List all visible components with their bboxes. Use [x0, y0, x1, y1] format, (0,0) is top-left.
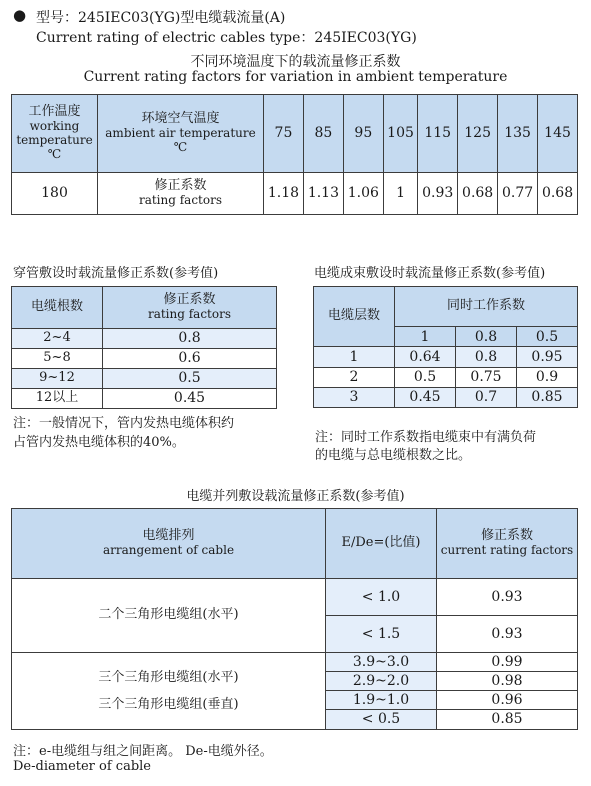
- work-temp-header-unit: ℃: [47, 146, 62, 161]
- parallel-table: [11, 508, 578, 730]
- cable-count-cell: 9~12: [12, 369, 103, 389]
- conduit-factor-cell: 0.6: [103, 349, 277, 369]
- bundle-note-line1: 注：同时工作系数指电缆束中有满负荷: [315, 430, 537, 445]
- conduit-factor-cell: 0.8: [103, 329, 277, 349]
- model-line: 型号：245IEC03(YG)型电缆载流量(A): [36, 10, 286, 26]
- cable-count-header: 电缆根数: [12, 287, 103, 329]
- arrangement-group-2-horizontal: 三个三角形电缆组(水平): [98, 669, 239, 685]
- parallel-factor-cell: 0.93: [437, 579, 578, 616]
- conduit-factor-header: [103, 287, 277, 329]
- arrangement-header-en: arrangement of cable: [102, 543, 235, 558]
- factor-cell: 1.06: [343, 173, 383, 215]
- conduit-factor-cell: 0.45: [103, 389, 277, 409]
- bundle-value-cell: 0.7: [456, 387, 517, 407]
- simultaneous-factor-header: 同时工作系数: [395, 287, 578, 327]
- bundle-value-cell: 0.64: [395, 347, 456, 367]
- cable-count-cell: 5~8: [12, 349, 103, 369]
- layer-cell: 1: [314, 347, 395, 367]
- ambient-air-header-cn: 环境空气温度: [141, 111, 220, 127]
- bundle-table: [313, 286, 578, 408]
- arrangement-group-1: 二个三角形电缆组(水平): [12, 579, 326, 653]
- ratio-cell: < 1.5: [326, 616, 437, 653]
- factor-cell: 1.13: [303, 173, 343, 215]
- ambient-table: [11, 94, 578, 215]
- temp-cell: 105: [383, 95, 417, 173]
- temp-cell: 135: [498, 95, 538, 173]
- factor-cell: 0.68: [538, 173, 578, 215]
- temp-cell: 125: [458, 95, 498, 173]
- ambient-air-header-en: ambient air temperature: [105, 126, 256, 141]
- rating-factor-label-en: rating factors: [138, 193, 223, 208]
- work-temp-header-cn: 工作温度: [28, 104, 81, 120]
- layer-cell: 2: [314, 367, 395, 387]
- temp-cell: 115: [418, 95, 458, 173]
- bundle-value-cell: 0.5: [395, 367, 456, 387]
- parallel-title: 电缆并列敷设载流量修正系数(参考值): [186, 489, 405, 504]
- conduit-title: 穿管敷设时载流量修正系数(参考值): [13, 266, 219, 281]
- ratio-cell: < 1.0: [326, 579, 437, 616]
- parallel-factor-cell: 0.98: [437, 672, 578, 691]
- bundle-value-cell: 0.9: [517, 367, 578, 387]
- factor-cell: 1.18: [264, 173, 304, 215]
- simultaneous-sub-header: 0.8: [456, 327, 517, 347]
- rating-factor-label: [98, 173, 264, 215]
- rating-header: [437, 509, 578, 579]
- bundle-value-cell: 0.75: [456, 367, 517, 387]
- ratio-cell: < 0.5: [326, 710, 437, 730]
- bundle-value-cell: 0.45: [395, 387, 456, 407]
- arrangement-header: [12, 509, 326, 579]
- ratio-cell: 2.9~2.0: [326, 672, 437, 691]
- rating-factor-label-cn: 修正系数: [154, 178, 207, 194]
- footer-note-cn: 注：e-电缆组与组之间距离。 De-电缆外径。: [13, 744, 273, 759]
- arrangement-group-2: [12, 653, 326, 730]
- work-temp-header-en2: temperature: [16, 133, 93, 148]
- ratio-header: E/De=(比值): [326, 509, 437, 579]
- ambient-air-header: [98, 95, 264, 173]
- ratio-cell: 1.9~1.0: [326, 691, 437, 710]
- factor-cell: 1: [383, 173, 417, 215]
- factor-cell: 0.68: [458, 173, 498, 215]
- cable-count-cell: 12以上: [12, 389, 103, 409]
- parallel-factor-cell: 0.96: [437, 691, 578, 710]
- model-english-line: Current rating of electric cables type：245IEC03(YG): [36, 30, 417, 46]
- temp-cell: 95: [343, 95, 383, 173]
- temp-cell: 85: [303, 95, 343, 173]
- arrangement-group-2-vertical: 三个三角形电缆组(垂直): [98, 697, 239, 712]
- work-temp-value: 180: [12, 173, 98, 215]
- conduit-factor-header-cn: 修正系数: [163, 292, 216, 308]
- footer-note-en: De-diameter of cable: [13, 759, 151, 774]
- bundle-title: 电缆成束敷设时载流量修正系数(参考值): [314, 266, 546, 281]
- bundle-note-line2: 的电缆与总电缆根数之比。: [315, 448, 472, 463]
- simultaneous-sub-header: 1: [395, 327, 456, 347]
- parallel-factor-cell: 0.99: [437, 653, 578, 672]
- ratio-cell: 3.9~3.0: [326, 653, 437, 672]
- layer-header: 电缆层数: [314, 287, 395, 347]
- conduit-factor-header-en: rating factors: [147, 307, 232, 322]
- bundle-value-cell: 0.85: [517, 387, 578, 407]
- header-bullet: ●: [13, 6, 27, 24]
- factor-cell: 0.93: [418, 173, 458, 215]
- rating-header-en: current rating factors: [440, 543, 574, 558]
- temp-cell: 75: [264, 95, 304, 173]
- parallel-factor-cell: 0.85: [437, 710, 578, 730]
- conduit-note-line1: 注：一般情况下，管内发热电缆体积约: [13, 416, 235, 431]
- arrangement-header-cn: 电缆排列: [142, 528, 195, 544]
- work-temp-header: [12, 95, 98, 173]
- cable-count-cell: 2~4: [12, 329, 103, 349]
- temp-cell: 145: [538, 95, 578, 173]
- factor-cell: 0.77: [498, 173, 538, 215]
- ambient-title-cn: 不同环境温度下的载流量修正系数: [190, 54, 401, 70]
- ambient-title-en: Current rating factors for variation in ambient temperature: [83, 69, 508, 85]
- work-temp-header-en1: working: [29, 119, 80, 134]
- parallel-factor-cell: 0.93: [437, 616, 578, 653]
- conduit-table: [11, 286, 277, 409]
- layer-cell: 3: [314, 387, 395, 407]
- conduit-note-line2: 占管内发热电缆体积的40%。: [13, 435, 185, 450]
- simultaneous-sub-header: 0.5: [517, 327, 578, 347]
- rating-header-cn: 修正系数: [480, 528, 533, 544]
- ambient-air-header-unit: ℃: [173, 139, 188, 154]
- bundle-value-cell: 0.95: [517, 347, 578, 367]
- conduit-factor-cell: 0.5: [103, 369, 277, 389]
- bundle-value-cell: 0.8: [456, 347, 517, 367]
